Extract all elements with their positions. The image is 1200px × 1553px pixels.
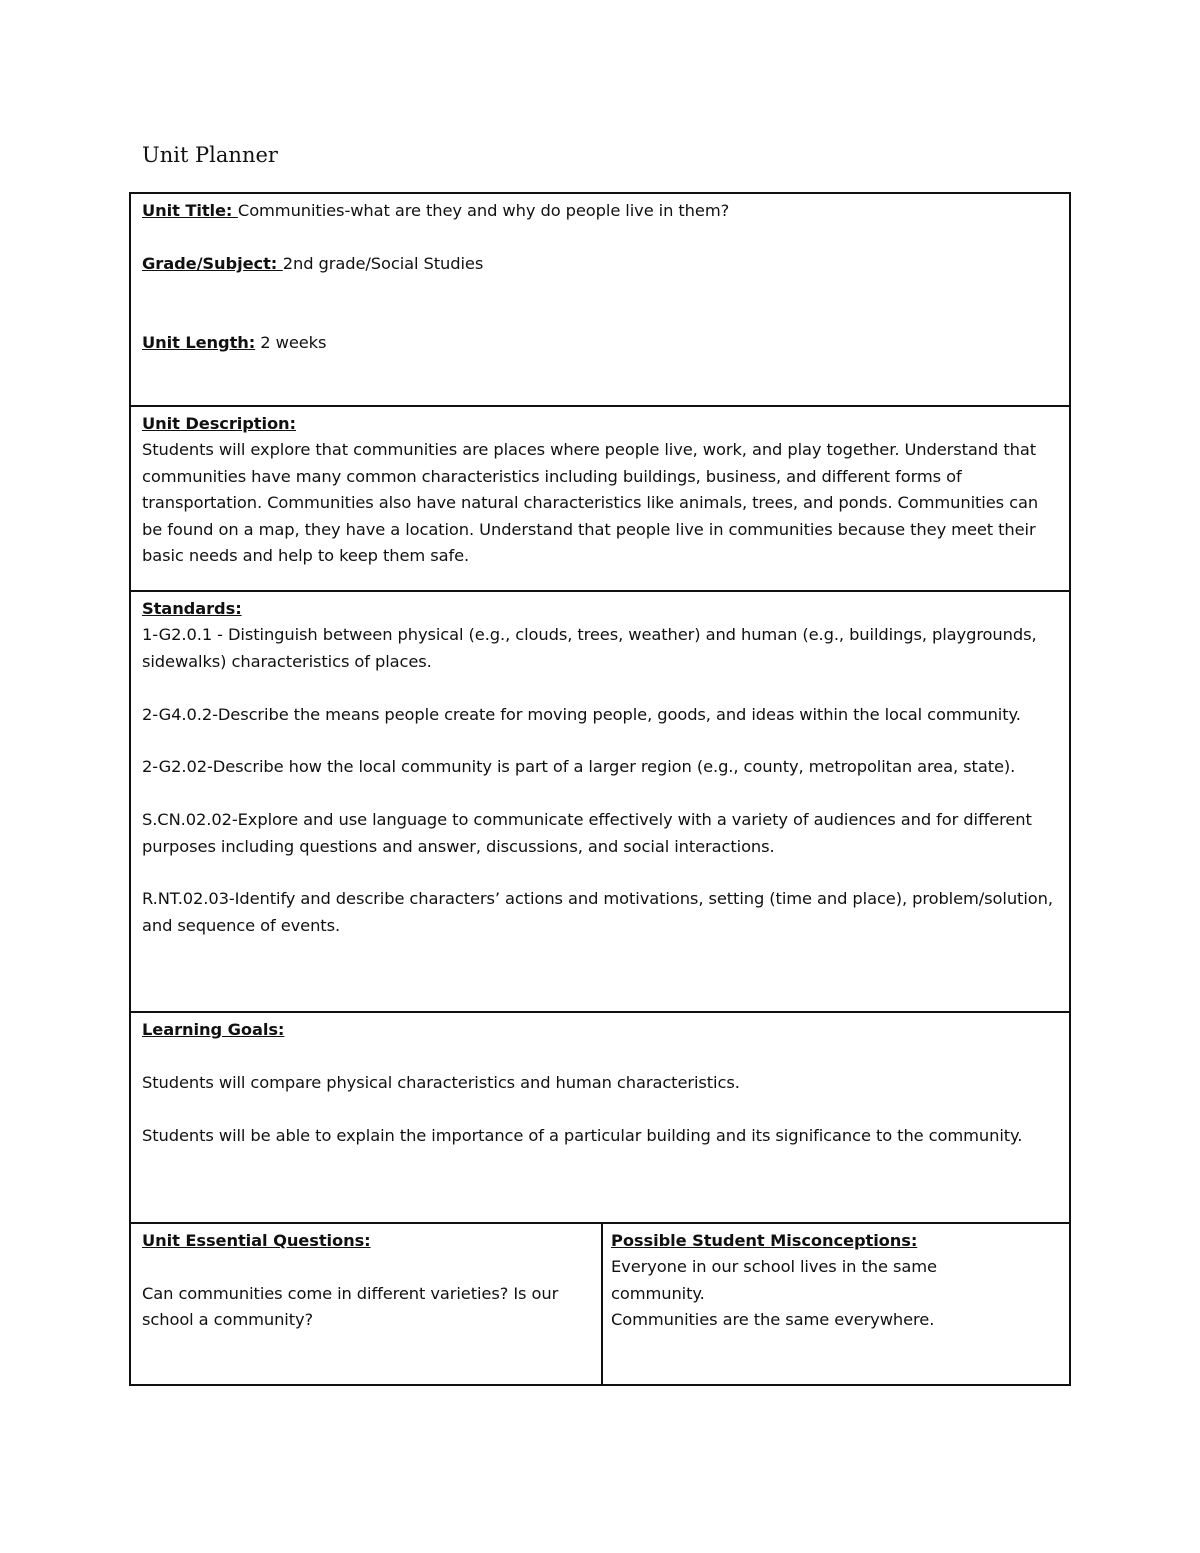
misconception-item: Everyone in our school lives in the same community.	[611, 1257, 937, 1303]
unit-length-label: Unit Length:	[142, 332, 256, 352]
learning-goals-row	[131, 1013, 1069, 1224]
misconceptions-cell	[603, 1224, 1069, 1384]
page-title: Unit Planner	[142, 143, 278, 167]
learning-goals-label: Learning Goals:	[142, 1020, 285, 1039]
essential-questions-cell	[131, 1224, 603, 1384]
standard-item: R.NT.02.03-Identify and describe characters’ actions and motivations, setting (time and place), problem/solution, and sequence of events.	[142, 889, 1053, 935]
standard-item: 2-G2.02-Describe how the local community is part of a larger region (e.g., county, metropolitan area, state).	[142, 757, 1016, 777]
standard-item: 1-G2.0.1 - Distinguish between physical (e.g., clouds, trees, weather) and human (e.g., buildings, playgrounds, sidewalks) characteristics of places.	[142, 625, 1037, 671]
unit-length-line	[142, 330, 1059, 356]
standards-row	[131, 592, 1069, 1013]
unit-info-row	[131, 194, 1069, 407]
standard-item: S.CN.02.02-Explore and use language to communicate effectively with a variety of audiences and for different purposes including questions and answer, discussions, and social interactions.	[142, 810, 1032, 856]
essential-questions-label: Unit Essential Questions:	[142, 1231, 371, 1250]
essential-questions-text: Can communities come in different varieties? Is our school a community?	[142, 1283, 559, 1330]
standards-label: Standards:	[142, 599, 242, 618]
grade-subject-line	[142, 251, 1059, 277]
unit-description-text: Students will explore that communities are places where people live, work, and play together. Understand that communities have many common characteristics including buildings, business, and different forms of transportation. Communities also have natural characteristics like animals, trees, and ponds. Communities can be found on a map, they have a location. Understand that people live in communities because they meet their basic needs and help to keep them safe.	[142, 440, 1039, 566]
standard-item: 2-G4.0.2-Describe the means people create for moving people, goods, and ideas within the local community.	[142, 704, 1021, 724]
grade-subject-value: 2nd grade/Social Studies	[282, 253, 484, 273]
misconceptions-label: Possible Student Misconceptions:	[611, 1231, 918, 1250]
unit-title-label: Unit Title:	[142, 201, 238, 220]
grade-subject-label: Grade/Subject:	[142, 253, 283, 273]
misconception-item: Communities are the same everywhere.	[611, 1310, 935, 1330]
questions-misconceptions-row	[131, 1224, 1069, 1384]
learning-goal-item: Students will be able to explain the importance of a particular building and its significance to the community.	[142, 1125, 1023, 1145]
unit-planner-table	[129, 192, 1071, 1386]
unit-title-line	[142, 198, 1059, 224]
unit-description-label: Unit Description:	[142, 414, 296, 433]
unit-length-value: 2 weeks	[255, 332, 327, 352]
unit-description-row	[131, 407, 1069, 592]
learning-goal-item: Students will compare physical characteristics and human characteristics.	[142, 1072, 740, 1092]
unit-title-value: Communities-what are they and why do people live in them?	[237, 201, 730, 220]
